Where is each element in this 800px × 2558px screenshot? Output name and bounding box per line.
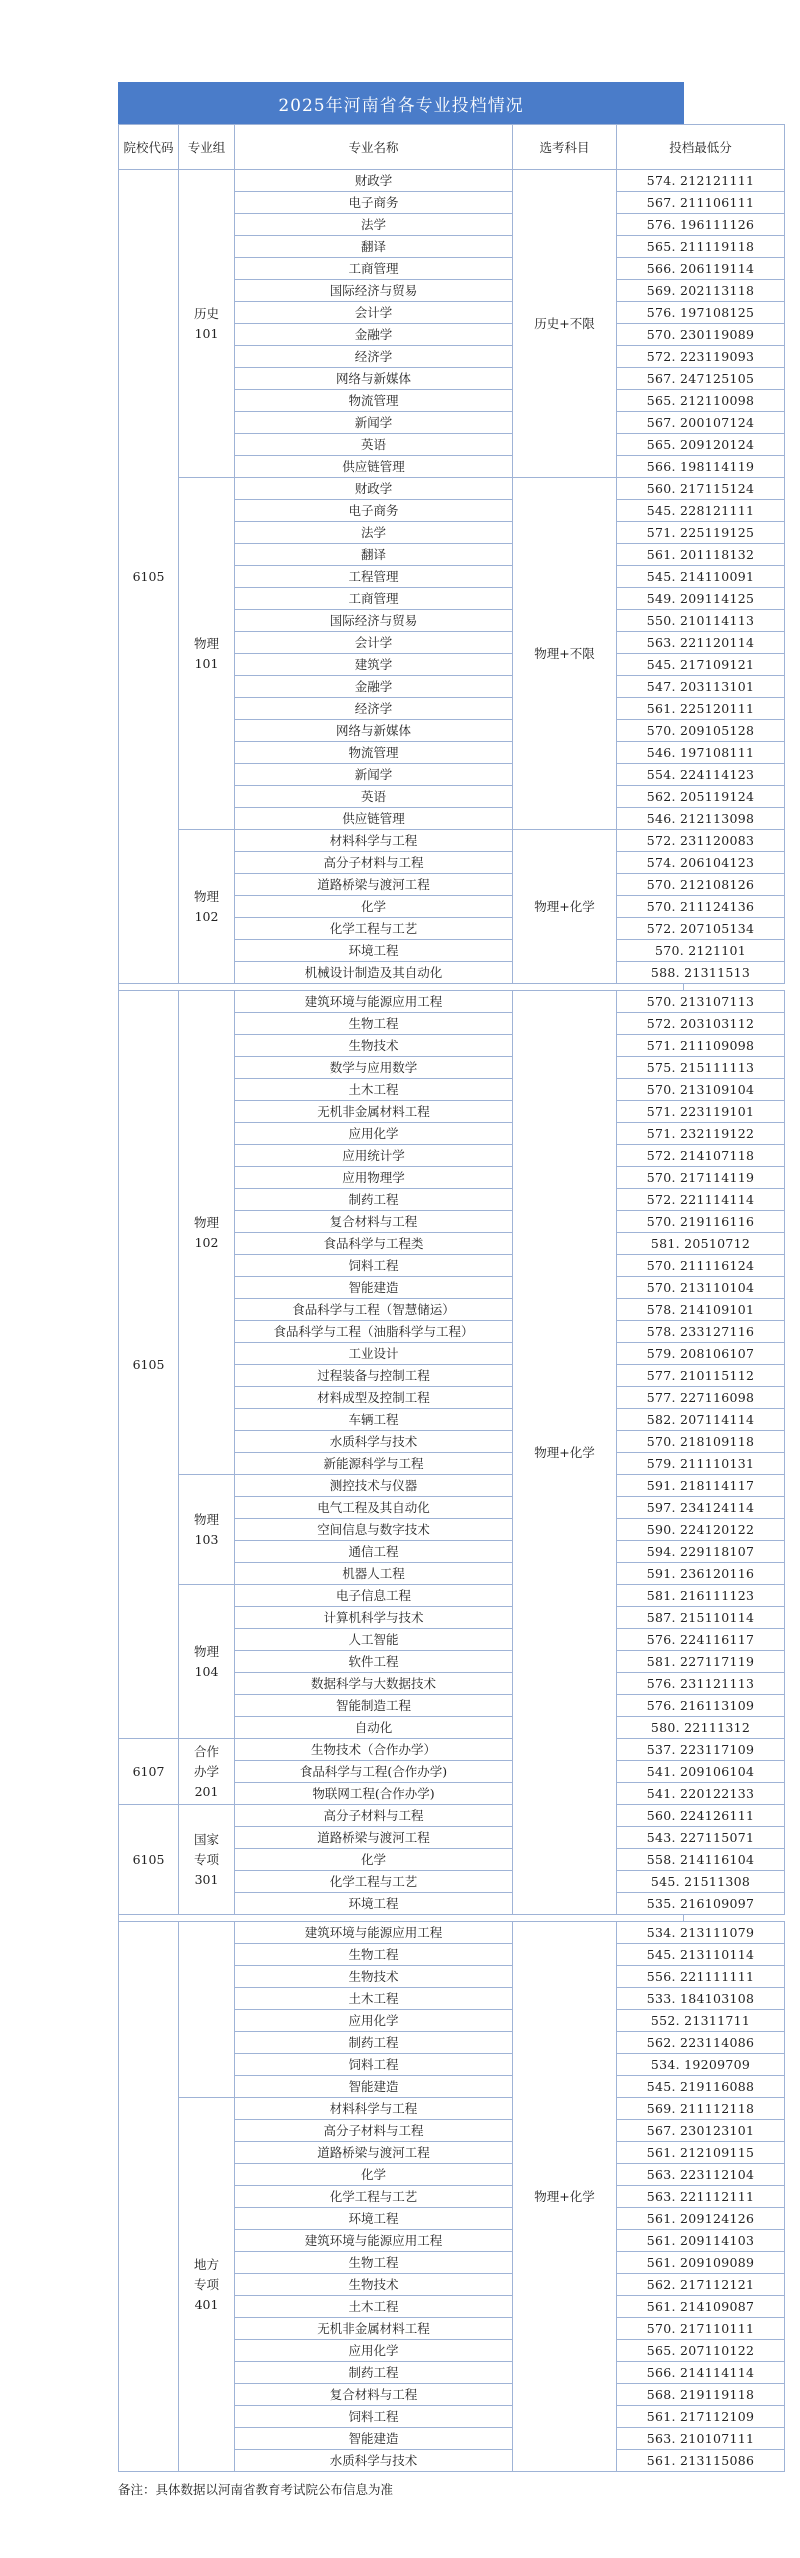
min-score-cell: 545. 219116088	[617, 2076, 785, 2098]
min-score-cell: 570. 211124136	[617, 896, 785, 918]
min-score-cell: 569. 202113118	[617, 280, 785, 302]
min-score-cell: 570. 209105128	[617, 720, 785, 742]
table-row	[119, 478, 785, 500]
min-score-cell: 572. 221114114	[617, 1189, 785, 1211]
major-name-cell: 翻译	[235, 544, 513, 566]
major-name-cell: 新能源科学与工程	[235, 1453, 513, 1475]
major-name-cell: 电子商务	[235, 500, 513, 522]
min-score-cell: 574. 212121111	[617, 170, 785, 192]
major-name-cell: 经济学	[235, 698, 513, 720]
header-major-name: 专业名称	[235, 125, 513, 170]
min-score-cell: 567. 230123101	[617, 2120, 785, 2142]
min-score-cell: 563. 221112111	[617, 2186, 785, 2208]
major-name-cell: 英语	[235, 434, 513, 456]
min-score-cell: 545. 214110091	[617, 566, 785, 588]
major-name-cell: 应用物理学	[235, 1167, 513, 1189]
major-name-cell: 生物技术	[235, 1035, 513, 1057]
admission-table	[118, 990, 785, 1915]
major-name-cell: 建筑学	[235, 654, 513, 676]
major-name-cell: 食品科学与工程（油脂科学与工程）	[235, 1321, 513, 1343]
min-score-cell: 535. 216109097	[617, 1893, 785, 1915]
min-score-cell: 541. 220122133	[617, 1783, 785, 1805]
group-cell: 物理 103	[179, 1475, 235, 1585]
min-score-cell: 587. 215110114	[617, 1607, 785, 1629]
major-name-cell: 无机非金属材料工程	[235, 2318, 513, 2340]
major-name-cell: 食品科学与工程(合作办学)	[235, 1761, 513, 1783]
major-name-cell: 无机非金属材料工程	[235, 1101, 513, 1123]
table-row	[119, 1922, 785, 1944]
min-score-cell: 578. 233127116	[617, 1321, 785, 1343]
major-name-cell: 供应链管理	[235, 456, 513, 478]
major-name-cell: 道路桥梁与渡河工程	[235, 2142, 513, 2164]
min-score-cell: 576. 231121113	[617, 1673, 785, 1695]
min-score-cell: 579. 211110131	[617, 1453, 785, 1475]
min-score-cell: 561. 213115086	[617, 2450, 785, 2472]
major-name-cell: 智能制造工程	[235, 1695, 513, 1717]
major-name-cell: 环境工程	[235, 1893, 513, 1915]
major-name-cell: 测控技术与仪器	[235, 1475, 513, 1497]
table-row	[119, 991, 785, 1013]
major-name-cell: 数学与应用数学	[235, 1057, 513, 1079]
min-score-cell: 561. 214109087	[617, 2296, 785, 2318]
major-name-cell: 水质科学与技术	[235, 1431, 513, 1453]
min-score-cell: 570. 217110111	[617, 2318, 785, 2340]
min-score-cell: 572. 203103112	[617, 1013, 785, 1035]
min-score-cell: 534. 213111079	[617, 1922, 785, 1944]
major-name-cell: 建筑环境与能源应用工程	[235, 2230, 513, 2252]
major-name-cell: 财政学	[235, 478, 513, 500]
min-score-cell: 581. 216111123	[617, 1585, 785, 1607]
major-name-cell: 英语	[235, 786, 513, 808]
major-name-cell: 电子信息工程	[235, 1585, 513, 1607]
min-score-cell: 563. 221120114	[617, 632, 785, 654]
group-cell: 历史 101	[179, 170, 235, 478]
major-name-cell: 财政学	[235, 170, 513, 192]
min-score-cell: 576. 216113109	[617, 1695, 785, 1717]
min-score-cell: 594. 229118107	[617, 1541, 785, 1563]
major-name-cell: 环境工程	[235, 940, 513, 962]
min-score-cell: 563. 223112104	[617, 2164, 785, 2186]
min-score-cell: 570. 219116116	[617, 1211, 785, 1233]
min-score-cell: 561. 225120111	[617, 698, 785, 720]
major-name-cell: 饲料工程	[235, 2054, 513, 2076]
subject-cell: 物理+化学	[513, 830, 617, 984]
major-name-cell: 金融学	[235, 676, 513, 698]
min-score-cell: 562. 205119124	[617, 786, 785, 808]
school-code-cell	[119, 1922, 179, 2472]
min-score-cell: 581. 227117119	[617, 1651, 785, 1673]
major-name-cell: 网络与新媒体	[235, 368, 513, 390]
major-name-cell: 道路桥梁与渡河工程	[235, 874, 513, 896]
min-score-cell: 567. 211106111	[617, 192, 785, 214]
min-score-cell: 560. 224126111	[617, 1805, 785, 1827]
min-score-cell: 556. 221111111	[617, 1966, 785, 1988]
major-name-cell: 化学工程与工艺	[235, 2186, 513, 2208]
table-row	[119, 2098, 785, 2120]
min-score-cell: 550. 210114113	[617, 610, 785, 632]
major-name-cell: 工业设计	[235, 1343, 513, 1365]
min-score-cell: 571. 211109098	[617, 1035, 785, 1057]
min-score-cell: 545. 217109121	[617, 654, 785, 676]
group-cell: 物理 104	[179, 1585, 235, 1739]
min-score-cell: 570. 218109118	[617, 1431, 785, 1453]
min-score-cell: 574. 206104123	[617, 852, 785, 874]
major-name-cell: 材料科学与工程	[235, 2098, 513, 2120]
min-score-cell: 561. 209114103	[617, 2230, 785, 2252]
school-code-cell: 6105	[119, 170, 179, 984]
major-name-cell: 生物技术	[235, 2274, 513, 2296]
min-score-cell: 597. 234124114	[617, 1497, 785, 1519]
min-score-cell: 558. 214116104	[617, 1849, 785, 1871]
group-cell: 物理 102	[179, 830, 235, 984]
min-score-cell: 554. 224114123	[617, 764, 785, 786]
major-name-cell: 食品科学与工程类	[235, 1233, 513, 1255]
major-name-cell: 制药工程	[235, 2362, 513, 2384]
min-score-cell: 571. 225119125	[617, 522, 785, 544]
major-name-cell: 过程装备与控制工程	[235, 1365, 513, 1387]
min-score-cell: 570. 213109104	[617, 1079, 785, 1101]
min-score-cell: 568. 219119118	[617, 2384, 785, 2406]
major-name-cell: 生物工程	[235, 1013, 513, 1035]
school-code-cell: 6107	[119, 1739, 179, 1805]
min-score-cell: 566. 214114114	[617, 2362, 785, 2384]
major-name-cell: 化学	[235, 1849, 513, 1871]
group-cell: 物理 102	[179, 991, 235, 1475]
major-name-cell: 经济学	[235, 346, 513, 368]
major-name-cell: 会计学	[235, 632, 513, 654]
major-name-cell: 新闻学	[235, 764, 513, 786]
major-name-cell: 人工智能	[235, 1629, 513, 1651]
min-score-cell: 572. 214107118	[617, 1145, 785, 1167]
major-name-cell: 软件工程	[235, 1651, 513, 1673]
min-score-cell: 563. 210107111	[617, 2428, 785, 2450]
major-name-cell: 物流管理	[235, 390, 513, 412]
major-name-cell: 应用化学	[235, 2340, 513, 2362]
major-name-cell: 法学	[235, 522, 513, 544]
min-score-cell: 537. 223117109	[617, 1739, 785, 1761]
min-score-cell: 546. 197108111	[617, 742, 785, 764]
min-score-cell: 546. 212113098	[617, 808, 785, 830]
min-score-cell: 565. 207110122	[617, 2340, 785, 2362]
subject-cell: 物理+不限	[513, 478, 617, 830]
major-name-cell: 应用化学	[235, 2010, 513, 2032]
min-score-cell: 576. 196111126	[617, 214, 785, 236]
admission-table	[118, 124, 785, 984]
header-min-score: 投档最低分	[617, 125, 785, 170]
min-score-cell: 545. 213110114	[617, 1944, 785, 1966]
min-score-cell: 591. 218114117	[617, 1475, 785, 1497]
major-name-cell: 高分子材料与工程	[235, 1805, 513, 1827]
major-name-cell: 网络与新媒体	[235, 720, 513, 742]
min-score-cell: 567. 200107124	[617, 412, 785, 434]
min-score-cell: 577. 227116098	[617, 1387, 785, 1409]
header-subject: 选考科目	[513, 125, 617, 170]
min-score-cell: 561. 209109089	[617, 2252, 785, 2274]
major-name-cell: 工商管理	[235, 588, 513, 610]
min-score-cell: 561. 201118132	[617, 544, 785, 566]
min-score-cell: 588. 21311513	[617, 962, 785, 984]
subject-cell: 物理+化学	[513, 1922, 617, 2472]
group-cell: 国家 专项 301	[179, 1805, 235, 1915]
min-score-cell: 565. 209120124	[617, 434, 785, 456]
subject-cell: 物理+化学	[513, 991, 617, 1915]
major-name-cell: 复合材料与工程	[235, 2384, 513, 2406]
min-score-cell: 569. 211112118	[617, 2098, 785, 2120]
min-score-cell: 578. 214109101	[617, 1299, 785, 1321]
min-score-cell: 580. 22111312	[617, 1717, 785, 1739]
major-name-cell: 新闻学	[235, 412, 513, 434]
major-name-cell: 化学	[235, 2164, 513, 2186]
major-name-cell: 高分子材料与工程	[235, 2120, 513, 2142]
major-name-cell: 饲料工程	[235, 2406, 513, 2428]
min-score-cell: 590. 224120122	[617, 1519, 785, 1541]
min-score-cell: 561. 217112109	[617, 2406, 785, 2428]
min-score-cell: 565. 212110098	[617, 390, 785, 412]
min-score-cell: 566. 198114119	[617, 456, 785, 478]
school-code-cell: 6105	[119, 991, 179, 1739]
major-name-cell: 饲料工程	[235, 1255, 513, 1277]
major-name-cell: 生物技术（合作办学）	[235, 1739, 513, 1761]
group-cell: 合作 办学 201	[179, 1739, 235, 1805]
min-score-cell: 543. 227115071	[617, 1827, 785, 1849]
major-name-cell: 工程管理	[235, 566, 513, 588]
min-score-cell: 562. 217112121	[617, 2274, 785, 2296]
major-name-cell: 食品科学与工程（智慧储运）	[235, 1299, 513, 1321]
major-name-cell: 建筑环境与能源应用工程	[235, 1922, 513, 1944]
major-name-cell: 土木工程	[235, 1988, 513, 2010]
table-row	[119, 1805, 785, 1827]
min-score-cell: 533. 184103108	[617, 1988, 785, 2010]
min-score-cell: 547. 203113101	[617, 676, 785, 698]
major-name-cell: 国际经济与贸易	[235, 610, 513, 632]
table-row	[119, 830, 785, 852]
min-score-cell: 570. 213110104	[617, 1277, 785, 1299]
min-score-cell: 575. 215111113	[617, 1057, 785, 1079]
min-score-cell: 581. 20510712	[617, 1233, 785, 1255]
major-name-cell: 机械设计制造及其自动化	[235, 962, 513, 984]
min-score-cell: 582. 207114114	[617, 1409, 785, 1431]
major-name-cell: 通信工程	[235, 1541, 513, 1563]
major-name-cell: 生物工程	[235, 1944, 513, 1966]
major-name-cell: 制药工程	[235, 2032, 513, 2054]
major-name-cell: 土木工程	[235, 1079, 513, 1101]
major-name-cell: 车辆工程	[235, 1409, 513, 1431]
major-name-cell: 应用化学	[235, 1123, 513, 1145]
major-name-cell: 制药工程	[235, 1189, 513, 1211]
major-name-cell: 应用统计学	[235, 1145, 513, 1167]
tables-container	[118, 124, 755, 2472]
min-score-cell: 562. 223114086	[617, 2032, 785, 2054]
group-cell: 地方 专项 401	[179, 2098, 235, 2472]
admission-document	[118, 82, 755, 2498]
admission-table	[118, 1921, 785, 2472]
major-name-cell: 高分子材料与工程	[235, 852, 513, 874]
min-score-cell: 560. 217115124	[617, 478, 785, 500]
major-name-cell: 电气工程及其自动化	[235, 1497, 513, 1519]
major-name-cell: 计算机科学与技术	[235, 1607, 513, 1629]
major-name-cell: 法学	[235, 214, 513, 236]
major-name-cell: 环境工程	[235, 2208, 513, 2230]
min-score-cell: 565. 211119118	[617, 236, 785, 258]
major-name-cell: 材料科学与工程	[235, 830, 513, 852]
major-name-cell: 智能建造	[235, 1277, 513, 1299]
major-name-cell: 工商管理	[235, 258, 513, 280]
table-row	[119, 170, 785, 192]
min-score-cell: 572. 231120083	[617, 830, 785, 852]
major-name-cell: 会计学	[235, 302, 513, 324]
min-score-cell: 534. 19209709	[617, 2054, 785, 2076]
major-name-cell: 智能建造	[235, 2076, 513, 2098]
min-score-cell: 570. 211116124	[617, 1255, 785, 1277]
min-score-cell: 570. 230119089	[617, 324, 785, 346]
table-title: 2025年河南省各专业投档情况	[118, 82, 684, 124]
table-row	[119, 1585, 785, 1607]
header-school-code: 院校代码	[119, 125, 179, 170]
major-name-cell: 翻译	[235, 236, 513, 258]
major-name-cell: 供应链管理	[235, 808, 513, 830]
min-score-cell: 545. 228121111	[617, 500, 785, 522]
min-score-cell: 566. 206119114	[617, 258, 785, 280]
min-score-cell: 561. 212109115	[617, 2142, 785, 2164]
major-name-cell: 机器人工程	[235, 1563, 513, 1585]
table-row	[119, 1739, 785, 1761]
min-score-cell: 571. 223119101	[617, 1101, 785, 1123]
major-name-cell: 化学工程与工艺	[235, 918, 513, 940]
major-name-cell: 自动化	[235, 1717, 513, 1739]
major-name-cell: 国际经济与贸易	[235, 280, 513, 302]
major-name-cell: 水质科学与技术	[235, 2450, 513, 2472]
min-score-cell: 545. 21511308	[617, 1871, 785, 1893]
min-score-cell: 591. 236120116	[617, 1563, 785, 1585]
major-name-cell: 道路桥梁与渡河工程	[235, 1827, 513, 1849]
min-score-cell: 549. 209114125	[617, 588, 785, 610]
min-score-cell: 576. 197108125	[617, 302, 785, 324]
school-code-cell: 6105	[119, 1805, 179, 1915]
major-name-cell: 物流管理	[235, 742, 513, 764]
header-group: 专业组	[179, 125, 235, 170]
major-name-cell: 建筑环境与能源应用工程	[235, 991, 513, 1013]
min-score-cell: 561. 209124126	[617, 2208, 785, 2230]
min-score-cell: 570. 213107113	[617, 991, 785, 1013]
subject-cell: 历史+不限	[513, 170, 617, 478]
major-name-cell: 生物工程	[235, 2252, 513, 2274]
group-cell	[179, 1922, 235, 2098]
header-row	[119, 125, 785, 170]
table-row	[119, 1475, 785, 1497]
min-score-cell: 577. 210115112	[617, 1365, 785, 1387]
min-score-cell: 570. 217114119	[617, 1167, 785, 1189]
major-name-cell: 数据科学与大数据技术	[235, 1673, 513, 1695]
major-name-cell: 材料成型及控制工程	[235, 1387, 513, 1409]
min-score-cell: 576. 224116117	[617, 1629, 785, 1651]
min-score-cell: 541. 209106104	[617, 1761, 785, 1783]
min-score-cell: 579. 208106107	[617, 1343, 785, 1365]
min-score-cell: 570. 2121101	[617, 940, 785, 962]
major-name-cell: 电子商务	[235, 192, 513, 214]
min-score-cell: 572. 207105134	[617, 918, 785, 940]
major-name-cell: 复合材料与工程	[235, 1211, 513, 1233]
major-name-cell: 空间信息与数字技术	[235, 1519, 513, 1541]
footnote: 备注：具体数据以河南省教育考试院公布信息为准	[118, 2482, 394, 2497]
major-name-cell: 化学工程与工艺	[235, 1871, 513, 1893]
min-score-cell: 570. 212108126	[617, 874, 785, 896]
min-score-cell: 571. 232119122	[617, 1123, 785, 1145]
major-name-cell: 智能建造	[235, 2428, 513, 2450]
major-name-cell: 金融学	[235, 324, 513, 346]
min-score-cell: 572. 223119093	[617, 346, 785, 368]
min-score-cell: 567. 247125105	[617, 368, 785, 390]
major-name-cell: 土木工程	[235, 2296, 513, 2318]
group-cell: 物理 101	[179, 478, 235, 830]
major-name-cell: 生物技术	[235, 1966, 513, 1988]
major-name-cell: 物联网工程(合作办学)	[235, 1783, 513, 1805]
min-score-cell: 552. 21311711	[617, 2010, 785, 2032]
major-name-cell: 化学	[235, 896, 513, 918]
